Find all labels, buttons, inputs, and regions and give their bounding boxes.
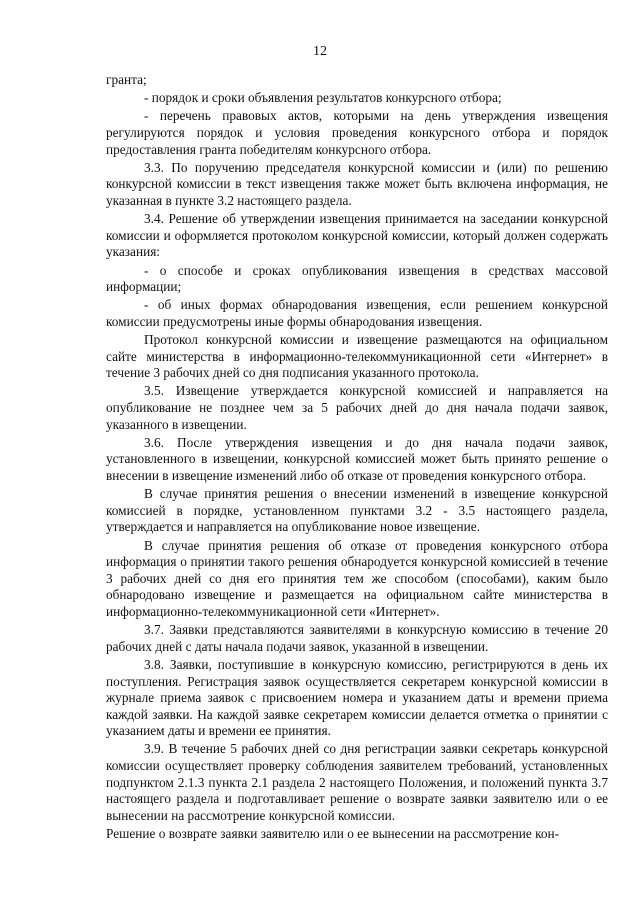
- list-item: - о способе и сроках опубликования извещения в средствах массовой информации;: [106, 262, 608, 295]
- list-item: - перечень правовых актов, которыми на день утверждения извещения регулируются порядок и условия проведения конкурсного отбора и порядок предоставления гранта победителям конкурсного отбора.: [106, 108, 608, 157]
- paragraph: 3.8. Заявки, поступившие в конкурсную комиссию, регистрируются в день их поступления. Регистрация заявок осуществляется секретарем конкурсной комиссии в журнале приема заявок с присвоением номера и указанием даты и времени приема каждой заявки. На каждой заявке секретарем комиссии делается отметка о принятии с указанием даты и времени ее принятия.: [106, 656, 608, 739]
- document-body: [106, 72, 608, 844]
- paragraph: 3.4. Решение об утверждении извещения принимается на заседании конкурсной комиссии и оформляется протоколом конкурсной комиссии, который должен содержать указания:: [106, 211, 608, 260]
- list-item: - об иных формах обнародования извещения, если решением конкурсной комиссии предусмотрены иные формы обнародования извещения.: [106, 297, 608, 329]
- paragraph: В случае принятия решения о внесении изменений в извещение конкурсной комиссией в порядке, установленном пунктами 3.2 - 3.5 настоящего раздела, утверждается и направляется на опубликование новое извещение.: [106, 486, 608, 535]
- paragraph: В случае принятия решения об отказе от проведения конкурсного отбора информация о принятии такого решения обнародуется конкурсной комиссией в течение 3 рабочих дней со дня его принятия тем же способом (способами), каким было обнародовано извещение и размещается на официальном сайте министерства в информационно-телекоммуникационной сети «Интернет».: [106, 537, 608, 619]
- paragraph: Решение о возврате заявки заявителю или о ее вынесении на рассмотрение кон-: [106, 826, 560, 842]
- list-item: - порядок и сроки объявления результатов конкурсного отбора;: [144, 90, 502, 106]
- page-number: 12: [313, 44, 327, 59]
- paragraph: 3.6. После утверждения извещения и до дня начала подачи заявок, установленного в извещении, конкурсной комиссией может быть принято решение о внесении в извещение изменений либо об отказе от проведения конкурсного отбора.: [106, 434, 608, 483]
- paragraph: Протокол конкурсной комиссии и извещение размещаются на официальном сайте министерства в информационно-телекоммуникационной сети «Интернет» в течение 3 рабочих дней со дня подписания указанного протокола.: [106, 332, 608, 381]
- paragraph: 3.3. По поручению председателя конкурсной комиссии и (или) по решению конкурсной комиссии в текст извещения также может быть включена информация, не указанная в пункте 3.2 настоящего раздела.: [106, 159, 608, 208]
- paragraph: гранта;: [106, 72, 147, 87]
- paragraph: 3.7. Заявки представляются заявителями в конкурсную комиссию в течение 20 рабочих дней с даты начала подачи заявок, указанной в извещении.: [106, 622, 608, 654]
- paragraph: 3.9. В течение 5 рабочих дней со дня регистрации заявки секретарь конкурсной комиссии осуществляет проверку соблюдения заявителем требований, установленных подпунктом 2.1.3 пункта 2.1 раздела 2 настоящего Положения, и положений пункта 3.7 настоящего раздела и подготавливает решение о возврате заявки заявителю или о ее вынесении на рассмотрение конкурсной комиссии.: [106, 741, 608, 823]
- paragraph: 3.5. Извещение утверждается конкурсной комиссией и направляется на опубликование не позднее чем за 5 рабочих дней до дня начала подачи заявок, указанного в извещении.: [106, 383, 608, 432]
